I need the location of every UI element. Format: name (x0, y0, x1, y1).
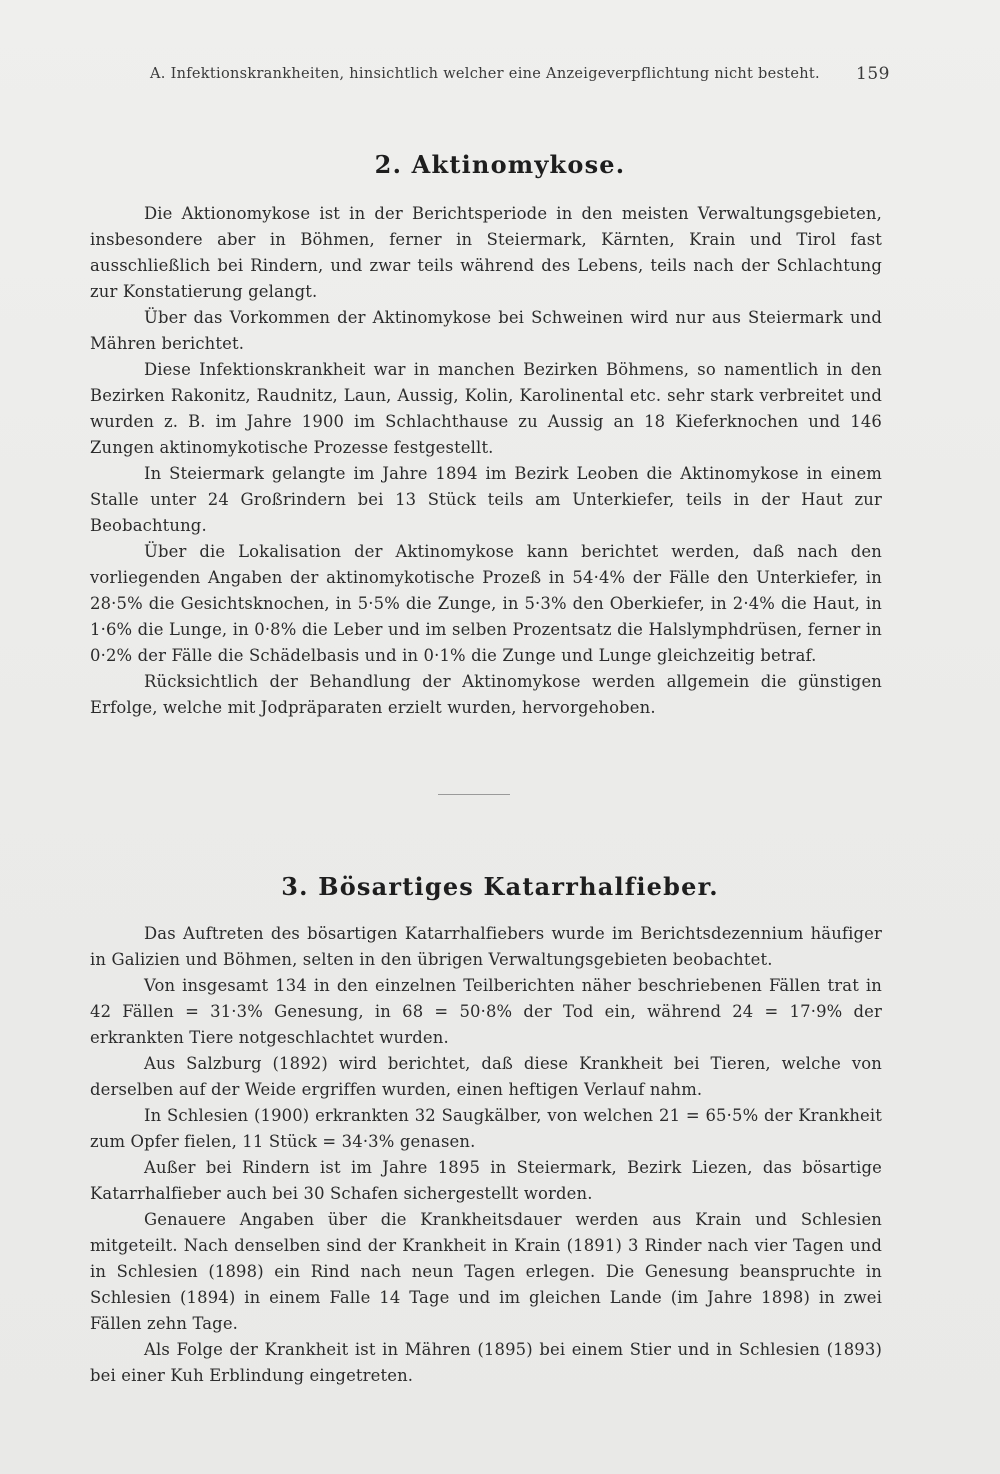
paragraph: Über die Lokalisation der Aktinomykose kann berichtet werden, daß nach den vorliegenden Angaben der aktinomykotische Prozeß in 54·4% der Fälle den Unterkiefer, in 28·5% die Gesichtsknochen, in 5·5% die Zunge, in 5·3% den Oberkiefer, in 2·4% die Haut, in 1·6% die Lunge, in 0·8% die Leber und im selben Prozentsatz die Halslymphdrüsen, ferner in 0·2% der Fälle die Schädelbasis und in 0·1% die Zunge und Lunge gleichzeitig betraf. (90, 542, 882, 665)
paragraph: Außer bei Rindern ist im Jahre 1895 in Steiermark, Bezirk Liezen, das bösartige Katarrhalfieber auch bei 30 Schafen sichergestellt worden. (90, 1158, 882, 1203)
paragraph: Rücksichtlich der Behandlung der Aktinomykose werden allgemein die günstigen Erfolge, welche mit Jodpräparaten erzielt wurden, hervorgehoben. (90, 672, 882, 717)
paragraph: In Schlesien (1900) erkrankten 32 Saugkälber, von welchen 21 = 65·5% der Krankheit zum Opfer fielen, 11 Stück = 34·3% genasen. (90, 1106, 882, 1151)
paragraph: Von insgesamt 134 in den einzelnen Teilberichten näher beschriebenen Fällen trat in 42 Fällen = 31·3% Genesung, in 68 = 50·8% der Tod ein, während 24 = 17·9% der erkrankten Tiere notgeschlachtet wurden. (90, 976, 882, 1047)
running-head-text: A. Infektionskrankheiten, hinsichtlich welcher eine Anzeigeverpflichtung nicht besteht. (150, 66, 820, 82)
paragraph: Aus Salzburg (1892) wird berichtet, daß diese Krankheit bei Tieren, welche von derselben auf der Weide ergriffen wurden, einen heftigen Verlauf nahm. (90, 1054, 882, 1099)
paragraph: Genauere Angaben über die Krankheitsdauer werden aus Krain und Schlesien mitgeteilt. Nach denselben sind der Krankheit in Krain (1891) 3 Rinder nach vier Tagen und in Schlesien (1898) ein Rind nach neun Tagen erlegen. Die Genesung beanspruchte in Schlesien (1894) in einem Falle 14 Tage und im gleichen Lande (im Jahre 1898) in zwei Fällen zehn Tage. (90, 1210, 882, 1333)
page-number: 159 (856, 64, 890, 84)
section-divider (438, 794, 510, 795)
paragraph: Die Aktionomykose ist in der Berichtsperiode in den meisten Verwaltungsgebieten, insbesondere aber in Böhmen, ferner in Steiermark, Kärnten, Krain und Tirol fast ausschließlich bei Rindern, und zwar teils während des Lebens, teils nach der Schlachtung zur Konstatierung gelangt. (90, 204, 882, 301)
section-title-aktinomykose: 2. Aktinomykose. (374, 150, 626, 179)
paragraph: Diese Infektionskrankheit war in manchen Bezirken Böhmens, so namentlich in den Bezirken Rakonitz, Raudnitz, Laun, Aussig, Kolin, Karolinental etc. sehr stark verbreitet und wurden z. B. im Jahre 1900 im Schlachthause zu Aussig an 18 Kieferknochen und 146 Zungen aktinomykotische Prozesse festgestellt. (90, 360, 882, 457)
paragraph: Über das Vorkommen der Aktinomykose bei Schweinen wird nur aus Steiermark und Mähren berichtet. (90, 308, 882, 353)
paragraph: In Steiermark gelangte im Jahre 1894 im Bezirk Leoben die Aktinomykose in einem Stalle unter 24 Großrindern bei 13 Stück teils am Unterkiefer, teils in der Haut zur Beobachtung. (90, 464, 882, 535)
running-head (150, 66, 890, 90)
section-title-katarrhalfieber: 3. Bösartiges Katarrhalfieber. (281, 872, 719, 901)
section-body-aktinomykose (90, 201, 882, 721)
paragraph: Als Folge der Krankheit ist in Mähren (1895) bei einem Stier und in Schlesien (1893) bei einer Kuh Erblindung eingetreten. (90, 1340, 882, 1385)
paragraph: Das Auftreten des bösartigen Katarrhalfiebers wurde im Berichtsdezennium häufiger in Galizien und Böhmen, selten in den übrigen Verwaltungsgebieten beobachtet. (90, 924, 882, 969)
section-body-katarrhalfieber (90, 921, 882, 1389)
